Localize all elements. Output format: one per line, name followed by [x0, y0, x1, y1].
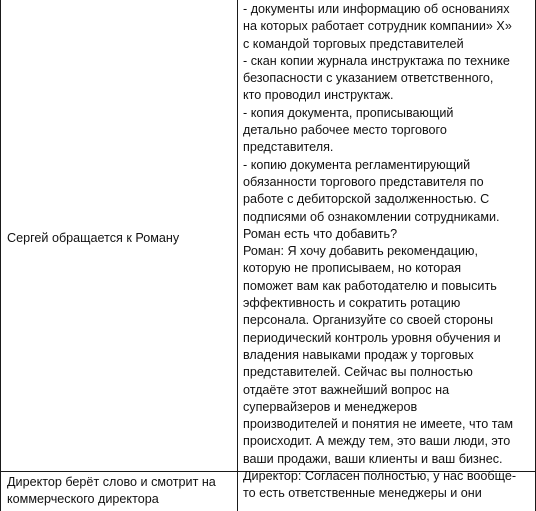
row-1-right-line: Роман есть что добавить?	[243, 226, 398, 241]
row-2-left-line: Директор берёт слово и смотрит на	[7, 475, 216, 489]
row-1-right-line: - копия документа, прописывающий	[243, 105, 454, 120]
row-1-right-line: персонала. Организуйте со своей стороны	[243, 313, 494, 328]
row-1-right-line: с командой торговых представителей	[243, 36, 464, 51]
row-1-right-line: ваши продажи, ваши клиенты и ваш бизнес.	[243, 451, 503, 466]
row-1-right-line: периодический контроль уровня обучения и	[243, 330, 501, 345]
row-2-right-line: то есть ответственные менеджеры и они	[243, 486, 482, 501]
row-1-right-line: работе с дебиторской задолженностью. С	[243, 192, 490, 207]
row-1-right-line: владения навыками продаж у торговых	[243, 347, 474, 362]
row-1-right-line: поможет вам как работодателю и повысить	[243, 278, 497, 293]
row-2-right-line: Директор: Согласен полностью, у нас вообще-	[243, 469, 517, 484]
row-1-right-line: - документы или информацию об основаниях	[243, 2, 510, 16]
right-column	[243, 1, 533, 503]
row-1-right-line: отдаёте этот важнейший вопрос на	[243, 382, 450, 397]
row-1-left-line: Сергей обращается к Роману	[7, 231, 180, 245]
row-1-right-line: которую не прописываем, но которая	[243, 261, 462, 276]
row-1-right-line: эффективность и сократить ротацию	[243, 296, 461, 311]
row-1-right-line: супервайзеров и менеджеров	[243, 399, 418, 414]
row-1-right-line: представителя.	[243, 140, 334, 155]
row-1-right-line: Роман: Я хочу добавить рекомендацию,	[243, 244, 478, 259]
row-1-right-line: - копию документа регламентирующий	[243, 157, 471, 172]
row-1-right-line: обязанности торгового представителя по	[243, 174, 484, 189]
row-1-right-line: на которых работает сотрудник компании» Х»	[243, 19, 512, 34]
row-1-right-line: детально рабочее место торгового	[243, 123, 447, 138]
row-2-left-line: коммерческого директора	[7, 492, 159, 507]
row-1-right-line: происходит. А между тем, это ваши люди, это	[243, 434, 511, 449]
row-1-right-line: безопасности с указанием ответственного,	[243, 71, 494, 86]
row-1-right-line: производителей и понятия не имеете, что там	[243, 417, 513, 432]
column-divider	[237, 0, 238, 511]
row-1-right-line: представителей. Сейчас вы полностью	[243, 365, 473, 380]
row-2-left-cell	[7, 474, 233, 509]
row-1-right-line: - скан копии журнала инструктажа по технике	[243, 53, 510, 68]
row-1-left-cell	[7, 230, 233, 247]
row-1-right-line: кто проводил инструктаж.	[243, 88, 394, 103]
row-1-right-line: подписями об ознакомлении сотрудниками.	[243, 209, 500, 224]
